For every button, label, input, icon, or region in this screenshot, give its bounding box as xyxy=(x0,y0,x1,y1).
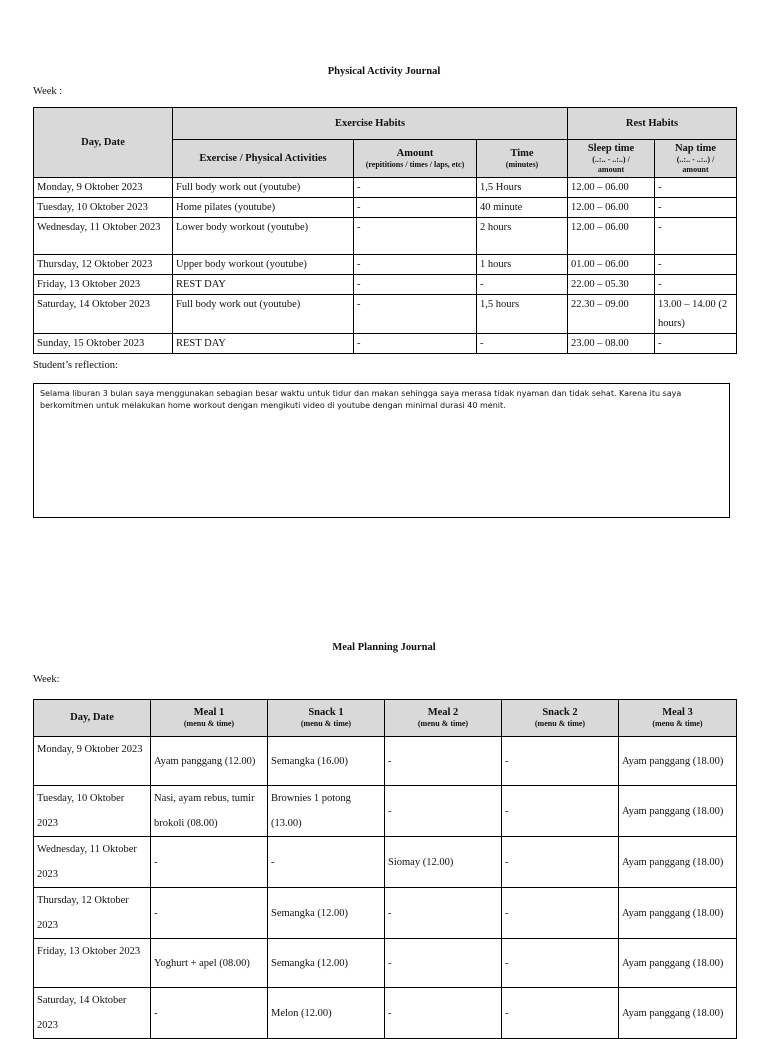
header-snack1-label: Snack 1 xyxy=(308,707,344,718)
activity-amount: - xyxy=(354,334,477,354)
meal-2: - xyxy=(385,737,502,786)
activity-time: 1 hours xyxy=(477,255,568,275)
activity-nap: 13.00 – 14.00 (2 hours) xyxy=(655,295,737,334)
meal-1: Nasi, ayam rebus, tumir brokoli (08.00) xyxy=(151,786,268,837)
meal-row xyxy=(34,786,737,837)
activity-time: - xyxy=(477,334,568,354)
activity-amount: - xyxy=(354,178,477,198)
activity-nap: - xyxy=(655,334,737,354)
snack-1: - xyxy=(268,837,385,888)
activity-day: Wednesday, 11 Oktober 2023 xyxy=(34,218,173,255)
header-amount-sub: (repititions / times / laps, etc) xyxy=(365,159,465,169)
reflection-text: Selama liburan 3 bulan saya menggunakan sebagian besar waktu untuk tidur dan makan sehingga saya merasa tidak nyaman dan tidak sehat. Karena itu saya berkomitmen untuk melakukan home workout dengan mengikuti video di youtube dengan minimal durasi 40 menit. xyxy=(40,389,682,410)
header-exercise: Exercise / Physical Activities xyxy=(173,140,354,178)
meal-3: Ayam panggang (18.00) xyxy=(619,939,737,988)
activity-row xyxy=(34,334,737,354)
header-meal2-label: Meal 2 xyxy=(427,707,459,718)
meal-day: Friday, 13 Oktober 2023 xyxy=(34,939,151,988)
meal-day: Thursday, 12 Oktober 2023 xyxy=(34,888,151,939)
activity-row xyxy=(34,218,737,255)
meal-1: Yoghurt + apel (08.00) xyxy=(151,939,268,988)
header-time-sub: (minutes) xyxy=(505,159,539,169)
header-time-label: Time xyxy=(510,147,534,159)
meal-journal-title: Meal Planning Journal xyxy=(332,642,436,653)
meal-day: Monday, 9 Oktober 2023 xyxy=(34,737,151,786)
activity-row xyxy=(34,198,737,218)
header-meal2-sub: (menu & time) xyxy=(417,719,469,728)
meal-2: - xyxy=(385,888,502,939)
meal-day: Wednesday, 11 Oktober 2023 xyxy=(34,837,151,888)
header-amount-label: Amount xyxy=(396,147,434,159)
activity-sleep: 23.00 – 08.00 xyxy=(568,334,655,354)
snack-2: - xyxy=(502,837,619,888)
header-sleep-sub2: amount xyxy=(597,164,625,174)
header-nap-label: Nap time xyxy=(674,142,717,154)
snack-1: Semangka (12.00) xyxy=(268,939,385,988)
meal-2: - xyxy=(385,939,502,988)
activity-amount: - xyxy=(354,218,477,255)
activity-row xyxy=(34,275,737,295)
activity-day: Sunday, 15 Oktober 2023 xyxy=(34,334,173,354)
snack-2: - xyxy=(502,939,619,988)
header-sleep xyxy=(568,140,655,178)
meal-3: Ayam panggang (18.00) xyxy=(619,888,737,939)
activity-time: 1,5 hours xyxy=(477,295,568,334)
header-sleep-sub: (..:.. - ..:..) / xyxy=(592,154,630,164)
activity-nap: - xyxy=(655,255,737,275)
snack-2: - xyxy=(502,988,619,1039)
header-snack1-sub: (menu & time) xyxy=(300,719,352,728)
activity-amount: - xyxy=(354,275,477,295)
header-nap xyxy=(655,140,737,178)
meal-day: Saturday, 14 Oktober 2023 xyxy=(34,988,151,1039)
meal-row xyxy=(34,988,737,1039)
activity-time: - xyxy=(477,275,568,295)
activity-sleep: 01.00 – 06.00 xyxy=(568,255,655,275)
snack-1: Semangka (12.00) xyxy=(268,888,385,939)
meal-row xyxy=(34,837,737,888)
meal-2: Siomay (12.00) xyxy=(385,837,502,888)
meal-3: Ayam panggang (18.00) xyxy=(619,988,737,1039)
meal-3: Ayam panggang (18.00) xyxy=(619,837,737,888)
activity-time: 2 hours xyxy=(477,218,568,255)
activity-journal-title: Physical Activity Journal xyxy=(327,66,441,77)
meal-1: Ayam panggang (12.00) xyxy=(151,737,268,786)
activity-sleep: 12.00 – 06.00 xyxy=(568,178,655,198)
header-day-date: Day, Date xyxy=(34,108,173,178)
header-exercise-habits: Exercise Habits xyxy=(173,108,568,140)
activity-time: 40 minute xyxy=(477,198,568,218)
meal-1: - xyxy=(151,888,268,939)
activity-row xyxy=(34,178,737,198)
activity-exercise: Upper body workout (youtube) xyxy=(173,255,354,275)
header-meal1 xyxy=(151,700,268,737)
meal-3: Ayam panggang (18.00) xyxy=(619,786,737,837)
activity-amount: - xyxy=(354,295,477,334)
activity-exercise: REST DAY xyxy=(173,334,354,354)
meal-1: - xyxy=(151,988,268,1039)
snack-2: - xyxy=(502,888,619,939)
activity-exercise: Full body work out (youtube) xyxy=(173,178,354,198)
header-nap-sub2: amount xyxy=(682,164,709,174)
header-rest-habits: Rest Habits xyxy=(568,108,737,140)
snack-1: Semangka (16.00) xyxy=(268,737,385,786)
meal-3: Ayam panggang (18.00) xyxy=(619,737,737,786)
header-snack2-label: Snack 2 xyxy=(542,707,578,718)
header-meal3-label: Meal 3 xyxy=(662,707,693,718)
activity-nap: - xyxy=(655,178,737,198)
header-day-date: Day, Date xyxy=(34,700,151,737)
snack-1: Brownies 1 potong (13.00) xyxy=(268,786,385,837)
activity-exercise: Lower body workout (youtube) xyxy=(173,218,354,255)
header-sleep-label: Sleep time xyxy=(587,142,635,154)
meal-row xyxy=(34,939,737,988)
activity-table xyxy=(33,107,737,354)
snack-2: - xyxy=(502,786,619,837)
activity-nap: - xyxy=(655,218,737,255)
activity-row xyxy=(34,255,737,275)
header-nap-sub: (..:.. - ..:..) / xyxy=(676,154,715,164)
header-snack1 xyxy=(268,700,385,737)
meal-2: - xyxy=(385,988,502,1039)
activity-day: Thursday, 12 Oktober 2023 xyxy=(34,255,173,275)
snack-1: Melon (12.00) xyxy=(268,988,385,1039)
snack-2: - xyxy=(502,737,619,786)
header-snack2 xyxy=(502,700,619,737)
header-meal3-sub: (menu & time) xyxy=(652,719,703,728)
activity-time: 1,5 Hours xyxy=(477,178,568,198)
activity-exercise: Full body work out (youtube) xyxy=(173,295,354,334)
activity-day: Saturday, 14 Oktober 2023 xyxy=(34,295,173,334)
activity-week-label: Week : xyxy=(33,86,63,97)
activity-nap: - xyxy=(655,275,737,295)
activity-sleep: 22.30 – 09.00 xyxy=(568,295,655,334)
meal-row xyxy=(34,737,737,786)
reflection-box xyxy=(33,383,730,518)
activity-exercise: REST DAY xyxy=(173,275,354,295)
header-meal3 xyxy=(619,700,737,737)
meal-week-label: Week: xyxy=(33,674,60,685)
header-snack2-sub: (menu & time) xyxy=(534,719,586,728)
meal-row xyxy=(34,888,737,939)
activity-row xyxy=(34,295,737,334)
header-meal1-label: Meal 1 xyxy=(193,707,225,718)
meal-2: - xyxy=(385,786,502,837)
activity-amount: - xyxy=(354,198,477,218)
meal-1: - xyxy=(151,837,268,888)
activity-exercise: Home pilates (youtube) xyxy=(173,198,354,218)
header-meal2 xyxy=(385,700,502,737)
activity-sleep: 22.00 – 05.30 xyxy=(568,275,655,295)
activity-nap: - xyxy=(655,198,737,218)
activity-day: Monday, 9 Oktober 2023 xyxy=(34,178,173,198)
meal-table xyxy=(33,699,737,1039)
header-time xyxy=(477,140,568,178)
activity-amount: - xyxy=(354,255,477,275)
activity-day: Tuesday, 10 Oktober 2023 xyxy=(34,198,173,218)
activity-sleep: 12.00 – 06.00 xyxy=(568,198,655,218)
activity-sleep: 12.00 – 06.00 xyxy=(568,218,655,255)
header-meal1-sub: (menu & time) xyxy=(183,719,235,728)
activity-day: Friday, 13 Oktober 2023 xyxy=(34,275,173,295)
reflection-label: Student’s reflection: xyxy=(33,360,118,371)
meal-day: Tuesday, 10 Oktober 2023 xyxy=(34,786,151,837)
header-amount xyxy=(354,140,477,178)
